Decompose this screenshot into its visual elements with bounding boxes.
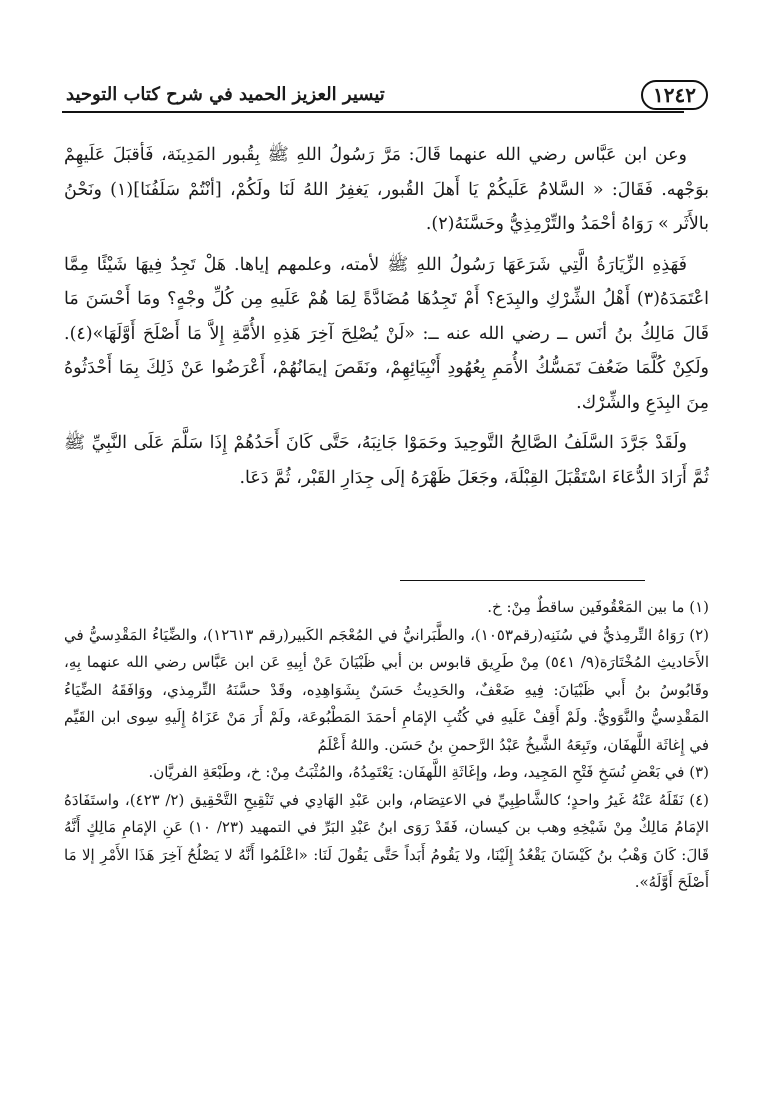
page-header xyxy=(62,78,714,118)
body-paragraph: فَهَذِهِ الزِّيَارَةُ الَّتِي شَرَعَهَا رَسُولُ اللهِ ﷺ لأمته، وعلمهم إياها. هَلْ تَجِدُ فِيهَا شَيْئًا مِمَّا اعْتَمَدَهُ(٣) أَهْلُ الشِّرْكِ والبِدَع؟ أَمْ تَجِدُهَا مُضَادَّةً لِمَا هُمْ عَلَيهِ مِن كُلِّ وجْهٍ؟ ومَا أَحْسَنَ مَا قَالَ مَالِكُ بنُ أنَس ــ رضي الله عنه ــ: «لَنْ يُصْلِحَ آخِرَ هَذِهِ الأُمَّةِ إِلاَّ مَا أَصْلَحَ أَوَّلَهَا»(٤). ولَكِنْ كُلَّمَا ضَعُفَ تَمَسُّكُ الأُمَمِ بِعُهُودِ أَنْبِيَائِهِمْ، ونَقَصَ إيمَانُهُمْ، أَعْرَضُوا عَنْ ذَلِكَ بِمَا أَحْدَثُوهُ مِنَ البِدَعِ والشِّرْك. xyxy=(64,254,709,413)
main-text xyxy=(64,138,709,501)
page-number: ١٢٤٢ xyxy=(641,80,708,110)
footnote: (٣) في بَعْضِ نُسَخِ فَتْحِ المَجِيد، وط، وإغَاثَةِ اللَّهفَان: يَعْتَمِدُهُ، والمُثْبَتُ مِنْ: خ، وطَبْعَةِ الفريَّان. xyxy=(148,763,709,781)
footnotes xyxy=(64,594,709,897)
footnote: (١) ما بين المَعْقُوفَين ساقطٌ مِنْ: خ. xyxy=(487,598,709,616)
running-title: تيسير العزيز الحميد في شرح كتاب التوحيد xyxy=(66,84,385,105)
body-paragraph: وعن ابن عَبَّاس رضي الله عنهما قَالَ: مَرَّ رَسُولُ اللهِ ﷺ بِقُبور المَدِينَة، فَأقبَلَ عَلَيهِمْ بوَجْهه. فَقَالَ: « السَّلامُ عَلَيكُمْ يَا أَهلَ القُبور، يَغفِرُ اللهُ لَنَا ولَكُمْ، [أنْتُمْ سَلَفُنَا](١) ونَحْنُ بالأَثَر » رَوَاهُ أحْمَدُ والتِّرْمِذِيُّ وحَسَّنَهُ(٢). xyxy=(64,145,709,234)
footnote-divider xyxy=(400,580,645,581)
body-paragraph: ولَقَدْ جَرَّدَ السَّلَفُ الصَّالِحُ التَّوحِيدَ وحَمَوْا جَانِبَهُ، حَتَّى كَانَ أَحَدُهُمْ إِذَا سَلَّمَ عَلَى النَّبِيِّ ﷺ ثُمَّ أَرَادَ الدُّعَاءَ اسْتَقْبَلَ القِبْلَةَ، وجَعَلَ ظَهْرَهُ إلَى جِدَارِ القَبْر، ثُمَّ دَعَا. xyxy=(64,433,709,488)
footnote: (٢) رَوَاهُ التِّرمِذيُّ في سُنَنِه(رقم١٠٥٣)، والطَّبَرانيُّ في المُعْجَم الكَبير(رقم ١٢٦١٣)، والضِّيَاءُ المَقْدِسيُّ في الأَحَاديثِ المُخْتَارَة(٩/ ٥٤١) مِنْ طَرِيق قابوس بن أبي ظَبْيَانَ عَنْ أبِيهِ عَن ابن عَبَّاس رضي الله عنهما بِهِ، وقَابُوسُ بنُ أَبي ظَبْيَانَ: فِيهِ ضَعْفٌ، والحَدِيثُ حَسَنٌ بِشَوَاهِدِه، وقَدْ حسَّنَهُ التِّرمِذي، ووَافَقَهُ الضِّيَاءُ المَقْدِسيُّ والنَّوَويُّ. ولَمْ أَقِفْ عَلَيهِ في كُتُبِ الإمَامِ أحمَدَ المَطْبُوعَة، ولَمْ أَرَ مَنْ عَزَاهُ إِلَيهِ سِوى ابن القَيِّم في إِغاثَة اللَّهفَان، وتَبِعَهُ الشَّيخُ عَبْدُ الرَّحمنِ بنُ حَسَن. واللهُ أَعْلَمُ xyxy=(64,625,710,754)
footnote: (٤) نَقَلَهُ عَنْهُ غَيرُ واحدٍ؛ كالشَّاطِبِيِّ في الاعتِصَام، وابن عَبْدِ الهَادِي في تَنْقِيحِ التَّحْقِيق (٢/ ٤٢٣)، واستَفَادَهُ الإمَامُ مَالِكٌ مِنْ شَيْخِهِ وهب بن كيسان، فَقَدْ رَوَى ابنُ عَبْدِ البَرِّ في التمهيد (٢٣/ ١٠) عَنِ الإمَامِ مَالِكٍ أَنَّهُ قَالَ: كَانَ وَهْبُ بنُ كَيْسَانَ يَقْعُدُ إِلَيْنَا، ولا يَقُومُ أَبَداً حَتَّى يَقُولَ لَنَا: «اعْلَمُوا أَنَّهُ لا يَصْلُحُ آخِرَ هَذَا الأَمْرِ إلا مَا أَصْلَحَ أَوَّلَهُ». xyxy=(64,790,710,891)
header-rule xyxy=(62,111,684,113)
